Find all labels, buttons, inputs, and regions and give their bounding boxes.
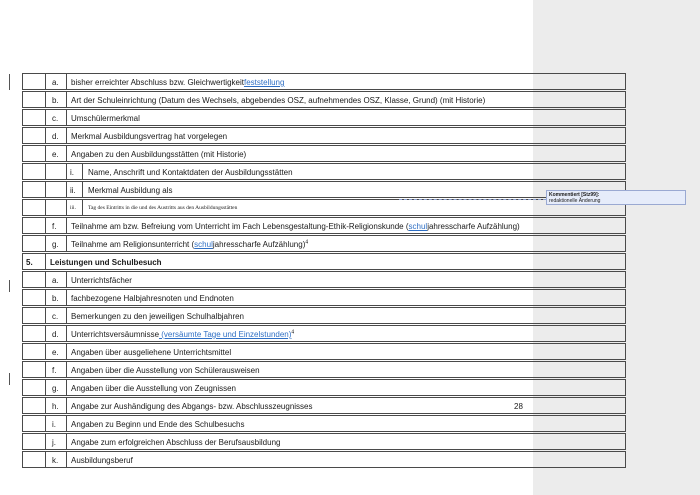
table-row: [22, 379, 626, 397]
table-row: [22, 91, 626, 109]
item-text: Angaben über die Ausstellung von Schülerausweisen: [71, 366, 260, 375]
number-cell: [22, 307, 45, 324]
item-letter: g.: [52, 240, 59, 249]
text-cell: [66, 343, 626, 360]
item-text: Angabe zum erfolgreichen Abschluss der Berufsausbildung: [71, 438, 281, 447]
item-text: Umschülermerkmal: [71, 114, 140, 123]
text-cell: [66, 415, 626, 432]
item-text: Art der Schuleinrichtung (Datum des Wechsels, abgebendes OSZ, aufnehmendes OSZ, Klasse, Grund) (mit Historie): [71, 96, 486, 105]
change-bar: [9, 373, 10, 385]
table-row: [22, 109, 626, 127]
item-text: Merkmal Ausbildung als: [88, 186, 173, 195]
text-cell: [66, 307, 626, 324]
section-number: 5.: [26, 258, 33, 267]
roman-cell: [66, 181, 82, 198]
table-row: [22, 127, 626, 145]
table-row: [22, 397, 626, 415]
item-letter: j.: [52, 438, 56, 447]
table-row: [22, 433, 626, 451]
number-cell: [22, 397, 45, 414]
item-letter: a.: [52, 276, 59, 285]
letter-cell: [45, 235, 66, 252]
number-cell: [22, 415, 45, 432]
number-cell: [22, 109, 45, 126]
item-letter: f.: [52, 366, 57, 375]
item-text: Tag des Eintritts in die und des Austritts aus den Ausbildungsstätten: [88, 205, 238, 211]
comment-text: redaktionelle Änderung: [549, 198, 601, 204]
letter-cell: [45, 109, 66, 126]
table-row: [22, 145, 626, 163]
item-letter: h.: [52, 402, 59, 411]
table-row: [22, 325, 626, 343]
number-cell: [22, 271, 45, 288]
item-text: Name, Anschrift und Kontaktdaten der Ausbildungsstätten: [88, 168, 293, 177]
text-cell: [66, 271, 626, 288]
item-text: Angaben zu Beginn und Ende des Schulbesuchs: [71, 420, 245, 429]
item-text: Merkmal Ausbildungsvertrag hat vorgelegen: [71, 132, 228, 141]
sub-text-cell: [82, 199, 626, 216]
item-text: jahresscharfe Aufzählung): [427, 222, 520, 231]
table-row: [22, 235, 626, 253]
item-text: jahresscharfe Aufzählung): [212, 240, 306, 249]
letter-cell: [45, 91, 66, 108]
table-row: [22, 343, 626, 361]
item-text: bisher erreichter Abschluss bzw. Gleichwertigkeit: [71, 78, 244, 87]
letter-cell: [45, 289, 66, 306]
letter-cell: [45, 325, 66, 342]
item-letter: f.: [52, 222, 57, 231]
letter-cell: [45, 181, 66, 198]
letter-cell: [45, 451, 66, 468]
item-letter: e.: [52, 150, 59, 159]
sub-text-cell: [82, 163, 626, 180]
text-cell: [66, 433, 626, 450]
item-roman: ii.: [70, 186, 76, 195]
number-cell: [22, 145, 45, 162]
letter-cell: [45, 271, 66, 288]
letter-cell: [45, 145, 66, 162]
tracked-change-link[interactable]: feststellung: [243, 78, 285, 87]
text-cell: [66, 127, 626, 144]
comment-author: Kommentiert [Stz99]:: [549, 192, 600, 198]
text-cell: [66, 397, 626, 414]
tracked-change-link[interactable]: schul: [408, 222, 428, 231]
letter-cell: [45, 199, 66, 216]
item-letter: c.: [52, 114, 59, 123]
section-number-cell: [22, 253, 45, 270]
tracked-change-link[interactable]: (versäumte Tage und Einzelstunden): [159, 330, 292, 339]
footnote-ref: 4: [291, 329, 295, 336]
item-text: Angaben über die Ausstellung von Zeugnissen: [71, 384, 237, 393]
text-cell: [66, 73, 626, 90]
item-roman: i.: [70, 168, 74, 177]
number-cell: [22, 325, 45, 342]
tracked-change-link[interactable]: schul: [194, 240, 213, 249]
text-cell: [66, 289, 626, 306]
item-text: Unterrichtsversäumnisse: [71, 330, 160, 339]
number-cell: [22, 199, 45, 216]
letter-cell: [45, 127, 66, 144]
number-cell: [22, 73, 45, 90]
number-cell: [22, 379, 45, 396]
item-text: Teilnahme am bzw. Befreiung vom Unterricht im Fach Lebensgestaltung-Ethik-Religionskunde (: [71, 222, 409, 231]
item-letter: k.: [52, 456, 59, 465]
change-bar: [9, 280, 10, 292]
text-cell: [66, 235, 626, 252]
item-text: Bemerkungen zu den jeweiligen Schulhalbjahren: [71, 312, 245, 321]
number-cell: [22, 217, 45, 234]
number-cell: [22, 91, 45, 108]
item-roman: iii.: [70, 205, 76, 211]
text-cell: [66, 109, 626, 126]
footnote-ref: 4: [305, 239, 309, 246]
comment-balloon[interactable]: [546, 190, 686, 205]
table-row: [22, 163, 626, 181]
table-row: [22, 199, 626, 217]
letter-cell: [45, 73, 66, 90]
text-cell: [66, 325, 626, 342]
item-letter: b.: [52, 96, 59, 105]
table-row: [22, 415, 626, 433]
letter-cell: [45, 361, 66, 378]
item-letter: a.: [52, 78, 59, 87]
text-cell: [66, 91, 626, 108]
letter-cell: [45, 343, 66, 360]
roman-cell: [66, 199, 82, 216]
letter-cell: [45, 379, 66, 396]
table-row: [22, 289, 626, 307]
letter-cell: [45, 397, 66, 414]
comment-connector: [399, 199, 546, 200]
item-text: Angaben zu den Ausbildungsstätten (mit Historie): [71, 150, 247, 159]
item-text: fachbezogene Halbjahresnoten und Endnoten: [71, 294, 234, 303]
section-title: Leistungen und Schulbesuch: [50, 258, 162, 267]
number-cell: [22, 343, 45, 360]
text-cell: [66, 145, 626, 162]
section-title-cell: [45, 253, 626, 270]
item-letter: i.: [52, 420, 56, 429]
item-text: Teilnahme am Religionsunterricht (: [71, 240, 195, 249]
item-letter: c.: [52, 312, 59, 321]
table-row: [22, 253, 626, 271]
item-letter: g.: [52, 384, 59, 393]
table-row: [22, 271, 626, 289]
roman-cell: [66, 163, 82, 180]
text-cell: [66, 451, 626, 468]
number-cell: [22, 289, 45, 306]
table-row: [22, 451, 626, 469]
number-cell: [22, 361, 45, 378]
item-letter: d.: [52, 330, 59, 339]
letter-cell: [45, 415, 66, 432]
table-row: [22, 217, 626, 235]
change-bar: [9, 74, 10, 90]
text-cell: [66, 217, 626, 234]
text-cell: [66, 361, 626, 378]
table-row: [22, 307, 626, 325]
table-row: [22, 181, 626, 199]
item-text: Ausbildungsberuf: [71, 456, 133, 465]
table-row: [22, 361, 626, 379]
number-cell: [22, 163, 45, 180]
letter-cell: [45, 307, 66, 324]
sub-text-cell: [82, 181, 626, 198]
number-cell: [22, 127, 45, 144]
item-text: Angaben über ausgeliehene Unterrichtsmittel: [71, 348, 232, 357]
number-cell: [22, 235, 45, 252]
letter-cell: [45, 433, 66, 450]
item-letter: b.: [52, 294, 59, 303]
letter-cell: [45, 217, 66, 234]
text-cell: [66, 379, 626, 396]
page-number: 28: [514, 402, 523, 411]
table-row: [22, 73, 626, 91]
item-text: Angabe zur Aushändigung des Abgangs- bzw. Abschlusszeugnisses: [71, 402, 313, 411]
item-letter: d.: [52, 132, 59, 141]
item-letter: e.: [52, 348, 59, 357]
item-text: Unterrichtsfächer: [71, 276, 132, 285]
number-cell: [22, 433, 45, 450]
number-cell: [22, 451, 45, 468]
letter-cell: [45, 163, 66, 180]
number-cell: [22, 181, 45, 198]
